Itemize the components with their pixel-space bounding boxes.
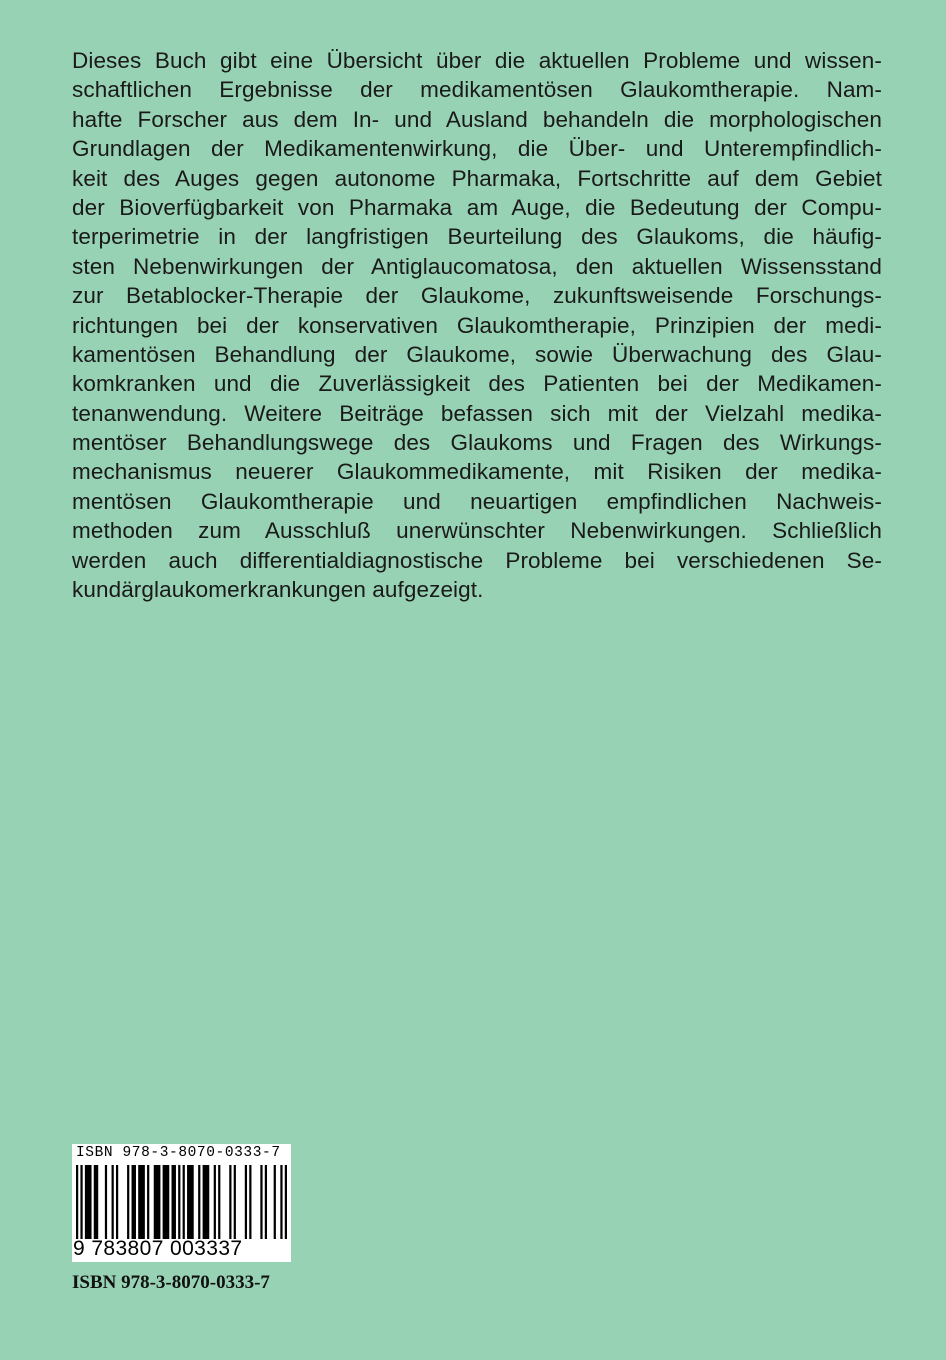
blurb-line: keit des Auges gegen autonome Pharmaka, Fortschritte auf dem Gebiet (72, 165, 882, 191)
barcode-bar (163, 1165, 170, 1239)
blurb-line: sten Nebenwirkungen der Antiglaucomatosa, den aktuellen Wissensstand (72, 253, 882, 279)
barcode-bar (214, 1165, 216, 1239)
barcode-bar (112, 1165, 114, 1239)
blurb-line: terperimetrie in der langfristigen Beurteilung des Glaukoms, die häufig- (72, 224, 882, 250)
barcode-bar (132, 1165, 136, 1239)
barcode-bar (138, 1165, 145, 1239)
barcode-isbn-label: ISBN 978-3-8070-0333-7 (76, 1145, 281, 1161)
barcode-bar (178, 1165, 180, 1239)
barcode-bar (187, 1165, 194, 1239)
barcode-bars (76, 1165, 287, 1239)
back-cover-blurb (72, 46, 882, 604)
isbn-barcode (72, 1144, 291, 1262)
blurb-line: tenanwendung. Weitere Beiträge befassen sich mit der Vielzahl medika- (72, 400, 882, 426)
blurb-line: komkranken und die Zuverlässigkeit des Patienten bei der Medikamen- (72, 371, 882, 397)
barcode-bar (274, 1165, 276, 1239)
blurb-line: kamentösen Behandlung der Glaukome, sowie Überwachung des Glau- (72, 341, 882, 367)
barcode-bar (80, 1165, 82, 1239)
isbn-footer: ISBN 978-3-8070-0333-7 (72, 1272, 270, 1293)
barcode-bar (265, 1165, 267, 1239)
blurb-line: der Bioverfügbarkeit von Pharmaka am Auge, die Bedeutung der Compu- (72, 194, 882, 220)
blurb-line: Grundlagen der Medikamentenwirkung, die Über- und Unterempfindlich- (72, 136, 882, 162)
blurb-line: kundärglaukomerkrankungen aufgezeigt. (72, 577, 484, 603)
barcode-bar (76, 1165, 78, 1239)
blurb-line: mechanismus neuerer Glaukommedikamente, mit Risiken der medika- (72, 459, 882, 485)
barcode-bar (203, 1165, 210, 1239)
blurb-line: schaftlichen Ergebnisse der medikamentösen Glaukomtherapie. Nam- (72, 77, 882, 103)
barcode-bar (172, 1165, 176, 1239)
barcode-bar (234, 1165, 236, 1239)
blurb-line: werden auch differentialdiagnostische Probleme bei verschiedenen Se- (72, 547, 882, 573)
barcode-bar (218, 1165, 220, 1239)
blurb-line: Dieses Buch gibt eine Übersicht über die aktuellen Probleme und wissen- (72, 48, 882, 73)
barcode-bar (245, 1165, 247, 1239)
barcode-bar (116, 1165, 118, 1239)
barcode-bar (85, 1165, 92, 1239)
blurb-line: mentöser Behandlungswege des Glaukoms und Fragen des Wirkungs- (72, 430, 882, 456)
blurb-line: hafte Forscher aus dem In- und Ausland behandeln die morphologischen (72, 106, 882, 132)
barcode-bar (285, 1165, 287, 1239)
barcode-bar (147, 1165, 149, 1239)
barcode-bar (260, 1165, 262, 1239)
barcode-bar (105, 1165, 107, 1239)
barcode-digits: 9 783807 003337 (73, 1237, 243, 1260)
barcode-bar (183, 1165, 185, 1239)
barcode-bar (94, 1165, 98, 1239)
barcode-bar (198, 1165, 200, 1239)
barcode-bar (127, 1165, 129, 1239)
barcode-bar (280, 1165, 282, 1239)
barcode-bar (229, 1165, 231, 1239)
barcode-bar (154, 1165, 161, 1239)
barcode-bar (249, 1165, 251, 1239)
blurb-line: mentösen Glaukomtherapie und neuartigen empfindlichen Nachweis- (72, 488, 882, 514)
blurb-line: methoden zum Ausschluß unerwünschter Nebenwirkungen. Schließlich (72, 518, 882, 544)
blurb-line: zur Betablocker-Therapie der Glaukome, zukunftsweisende Forschungs- (72, 283, 882, 309)
blurb-line: richtungen bei der konservativen Glaukomtherapie, Prinzipien der medi- (72, 312, 882, 338)
